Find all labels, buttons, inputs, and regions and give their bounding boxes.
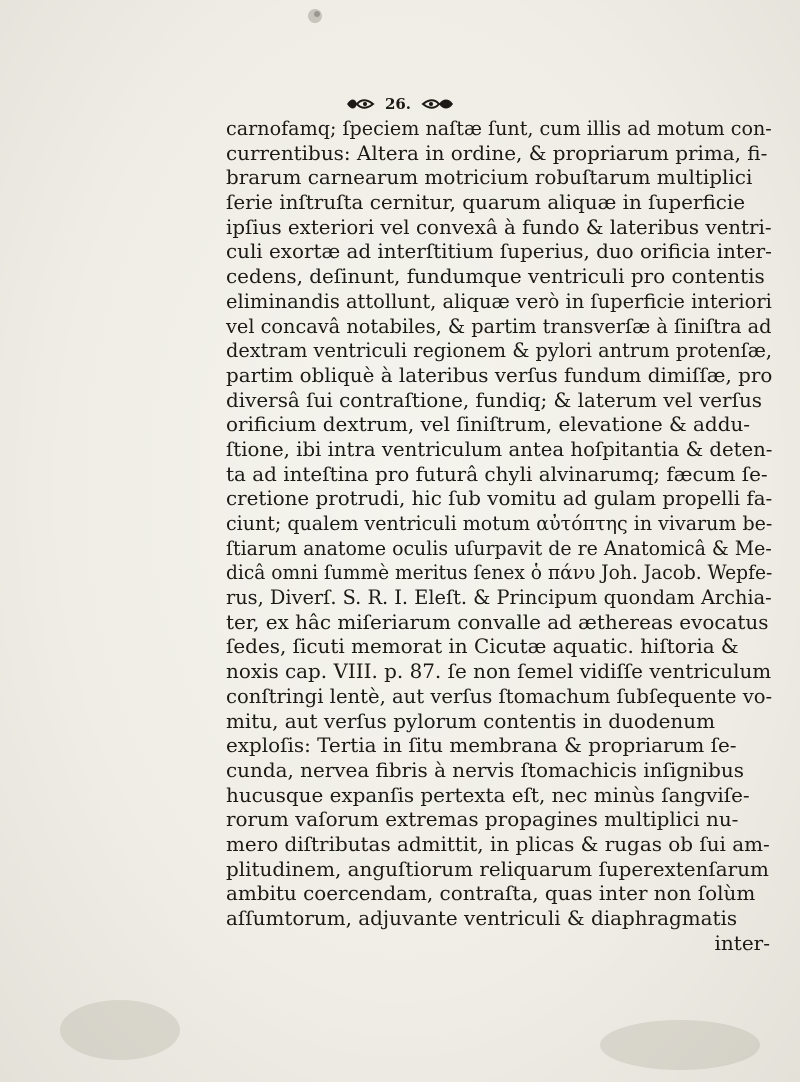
page-header: [0, 92, 800, 116]
text-line: aſſumtorum, adjuvante ventriculi & diaphragmatis: [226, 906, 738, 930]
text-line: noxis cap. VIII. p. 87. ſe non ſemel vidiſſe ventriculum: [226, 659, 772, 684]
text-line: partim obliquè à lateribus verſus fundum dimiſſæ, pro: [226, 362, 773, 387]
body-text: [226, 116, 774, 955]
catchword: inter-: [714, 930, 770, 955]
text-line: currentibus: Altera in ordine, & propriarum prima, fi-: [226, 140, 768, 165]
text-line: plitudinem, anguſtiorum reliquarum ſuperextenſarum: [226, 856, 769, 881]
text-line: eliminandis attollunt, aliquæ verò in ſuperficie interiori: [226, 288, 772, 313]
text-line: ſedes, ſicuti memorat in Cicutæ aquatic. hiſtoria &: [226, 634, 739, 659]
text-line: exploſis: Tertia in ſitu membrana & propriarum ſe-: [226, 733, 737, 758]
text-line: orificium dextrum, vel ſiniſtrum, elevatione & addu-: [226, 412, 751, 437]
text-line: diversâ ſui contraſtione, fundiq; & laterum vel verſus: [226, 387, 763, 412]
text-line: dicâ omni ſummè meritus ſenex ὁ πάνυ Joh. Jacob. Wepfe-: [226, 560, 773, 585]
text-line: cretione protrudi, hic ſub vomitu ad gulam propelli fa-: [226, 486, 773, 511]
text-line: mitu, aut verſus pylorum contentis in duodenum: [226, 708, 715, 733]
printer-ornament-left-icon: [345, 96, 375, 112]
text-line: cedens, deſinunt, fundumque ventriculi pro contentis: [226, 264, 765, 289]
text-line: ſerie inſtruſta cernitur, quarum aliquæ in ſuperficie: [226, 190, 746, 215]
text-line: ambitu coercendam, contraſta, quas inter non ſolùm: [226, 881, 756, 906]
text-line: mero diſtributas admittit, in plicas & rugas ob ſui am-: [226, 831, 770, 856]
text-line: ipſius exteriori vel convexâ à fundo & lateribus ventri-: [226, 214, 772, 239]
text-line: ter, ex hâc miſeriarum convalle ad æthereas evocatus: [226, 609, 769, 634]
text-line: cunda, nervea fibris à nervis ſtomachicis inſignibus: [226, 757, 745, 782]
text-line: ſtiarum anatome oculis uſurpavit de re Anatomicâ & Me-: [226, 535, 772, 560]
text-line: culi exortæ ad interſtitium ſuperius, duo orificia inter-: [226, 239, 772, 264]
ink-stain-icon: [295, 0, 335, 40]
text-line: hucusque expanſis pertexta eſt, nec minùs ſangviſe-: [226, 782, 750, 807]
printer-ornament-right-icon: [421, 96, 455, 112]
paper-smudge: [60, 1000, 180, 1060]
text-line: conſtringi lentè, aut verſus ſtomachum ſubſequente vo-: [226, 683, 773, 708]
text-line: rus, Diverſ. S. R. I. Eleſt. & Principum quondam Archia-: [226, 585, 772, 610]
text-line: ciunt; qualem ventriculi motum αὐτόπτης in vivarum be-: [226, 511, 773, 535]
text-line: ta ad inteſtina pro futurâ chyli alvinarumq; fæcum ſe-: [226, 461, 768, 486]
text-line: rorum vaſorum extremas propagines multiplici nu-: [226, 807, 739, 832]
text-line: vel concavâ notabiles, & partim transverſæ à ſiniſtra ad: [226, 313, 772, 338]
page-number: 26.: [384, 95, 412, 113]
paper-smudge: [600, 1020, 760, 1070]
text-line: dextram ventriculi regionem & pylori antrum protenſæ,: [226, 338, 773, 363]
text-line: brarum carnearum motricium robuſtarum multiplici: [226, 165, 753, 190]
text-line: carnofamq; ſpeciem naſtæ ſunt, cum illis ad motum con-: [226, 116, 772, 140]
text-line: ſtione, ibi intra ventriculum antea hoſpitantia & deten-: [226, 436, 773, 461]
